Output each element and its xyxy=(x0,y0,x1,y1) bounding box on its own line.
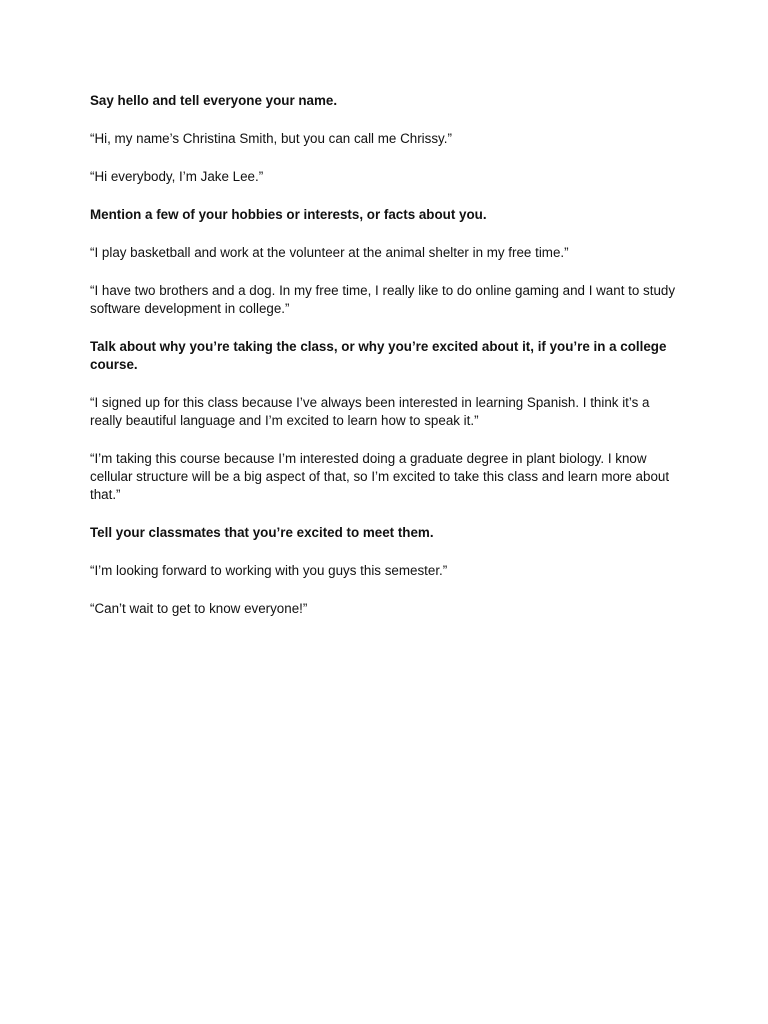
section-heading: Say hello and tell everyone your name. xyxy=(90,93,338,108)
section-heading: Tell your classmates that you’re excited to meet them. xyxy=(90,525,434,540)
example-quote: “Hi, my name’s Christina Smith, but you can call me Chrissy.” xyxy=(90,131,452,146)
example-quote: “I’m taking this course because I’m interested doing a graduate degree in plant biology. I know cellular structure will be a big aspect of that, so I’m excited to take this class and learn more about that.” xyxy=(90,451,670,502)
example-quote: “I play basketball and work at the volunteer at the animal shelter in my free time.” xyxy=(90,245,569,260)
section-heading: Talk about why you’re taking the class, or why you’re excited about it, if you’re in a college course. xyxy=(90,339,667,372)
section-heading: Mention a few of your hobbies or interests, or facts about you. xyxy=(90,207,487,222)
section-hobbies xyxy=(90,206,680,318)
section-why-taking-class xyxy=(90,338,680,504)
example-quote: “I have two brothers and a dog. In my free time, I really like to do online gaming and I want to study software development in college.” xyxy=(90,283,676,316)
example-quote: “Can’t wait to get to know everyone!” xyxy=(90,601,308,616)
example-quote: “Hi everybody, I’m Jake Lee.” xyxy=(90,169,264,184)
document-body xyxy=(90,92,680,638)
example-quote: “I’m looking forward to working with you guys this semester.” xyxy=(90,563,448,578)
example-quote: “I signed up for this class because I’ve always been interested in learning Spanish. I think it’s a really beautiful language and I’m excited to learn how to speak it.” xyxy=(90,395,650,428)
section-excited-to-meet xyxy=(90,524,680,618)
section-introduce-name xyxy=(90,92,680,186)
